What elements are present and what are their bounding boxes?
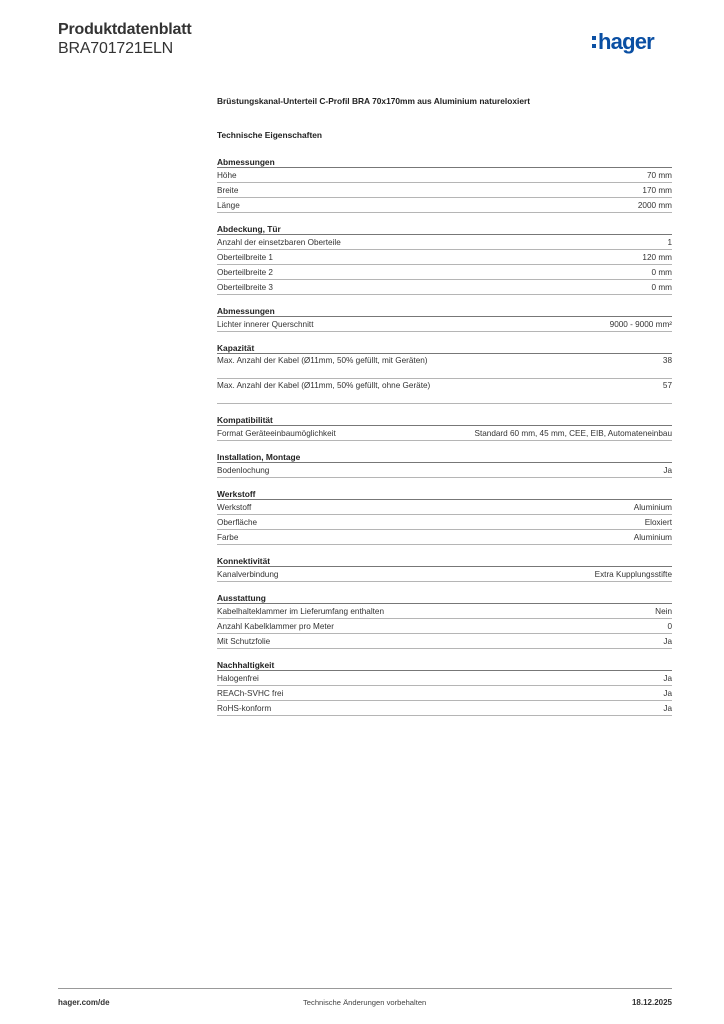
property-value: Ja (663, 704, 672, 713)
property-value: 1 (667, 238, 672, 247)
datasheet-content (217, 96, 672, 726)
property-label: Kabelhalteklammer im Lieferumfang enthalten (217, 607, 385, 616)
property-section (217, 156, 672, 213)
property-value: Ja (663, 466, 672, 475)
property-row (217, 317, 672, 332)
property-row (217, 354, 672, 379)
property-label: Bodenlochung (217, 466, 270, 475)
property-label: Werkstoff (217, 503, 252, 512)
section-heading: Abmessungen (217, 305, 672, 317)
property-label: Länge (217, 201, 240, 210)
property-label: Oberteilbreite 3 (217, 283, 273, 292)
property-section (217, 342, 672, 404)
property-row (217, 280, 672, 295)
property-value: Ja (663, 674, 672, 683)
logo-dots-icon (592, 36, 596, 48)
property-label: RoHS-konform (217, 704, 272, 713)
property-row (217, 619, 672, 634)
hager-logo (592, 28, 654, 56)
property-row (217, 500, 672, 515)
property-value: 70 mm (646, 171, 672, 180)
section-heading: Installation, Montage (217, 451, 672, 463)
property-value: 120 mm (642, 253, 672, 262)
property-row (217, 168, 672, 183)
property-label: Breite (217, 186, 239, 195)
property-value: Eloxiert (644, 518, 672, 527)
property-row (217, 515, 672, 530)
property-row (217, 701, 672, 716)
property-section (217, 451, 672, 478)
property-value: 0 (667, 622, 672, 631)
property-row (217, 250, 672, 265)
property-label: Anzahl der einsetzbaren Oberteile (217, 238, 341, 247)
property-row (217, 567, 672, 582)
footer-notice: Technische Änderungen vorbehalten (303, 998, 427, 1007)
property-row (217, 235, 672, 250)
property-sections (217, 156, 672, 716)
property-row (217, 183, 672, 198)
property-label: Kanalverbindung (217, 570, 279, 579)
property-section (217, 659, 672, 716)
property-value: 170 mm (642, 186, 672, 195)
logo-text: hager (598, 29, 654, 54)
property-value: 2000 mm (637, 201, 672, 210)
property-section (217, 414, 672, 441)
property-section (217, 592, 672, 649)
property-value: Nein (655, 607, 672, 616)
property-label: Mit Schutzfolie (217, 637, 271, 646)
footer-date: 18.12.2025 (631, 998, 672, 1007)
property-value: Standard 60 mm, 45 mm, CEE, EIB, Automateneinbau (474, 429, 672, 438)
property-row (217, 198, 672, 213)
section-heading: Werkstoff (217, 488, 672, 500)
property-value: Extra Kupplungsstifte (594, 570, 672, 579)
property-value: Ja (663, 637, 672, 646)
property-row (217, 265, 672, 280)
section-heading: Kapazität (217, 342, 672, 354)
property-value: Ja (663, 689, 672, 698)
property-value: Aluminium (633, 503, 672, 512)
property-row (217, 686, 672, 701)
property-label: Oberfläche (217, 518, 258, 527)
property-label: Max. Anzahl der Kabel (Ø11mm, 50% gefüllt, mit Geräten) (217, 356, 428, 365)
section-heading: Abdeckung, Tür (217, 223, 672, 235)
property-value: 38 (662, 356, 672, 365)
property-row (217, 379, 672, 404)
property-row (217, 634, 672, 649)
property-row (217, 463, 672, 478)
property-label: Oberteilbreite 1 (217, 253, 273, 262)
property-label: Anzahl Kabelklammer pro Meter (217, 622, 334, 631)
property-label: Max. Anzahl der Kabel (Ø11mm, 50% gefüllt, ohne Geräte) (217, 381, 431, 390)
section-heading: Konnektivität (217, 555, 672, 567)
property-section (217, 223, 672, 295)
property-label: Höhe (217, 171, 237, 180)
article-number: BRA701721ELN (58, 40, 174, 57)
property-row (217, 671, 672, 686)
technical-properties-heading: Technische Eigenschaften (217, 130, 323, 140)
property-label: Halogenfrei (217, 674, 259, 683)
property-value: Aluminium (633, 533, 672, 542)
footer-divider (58, 988, 672, 989)
section-heading: Nachhaltigkeit (217, 659, 672, 671)
property-label: REACh-SVHC frei (217, 689, 284, 698)
property-value: 0 mm (651, 268, 672, 277)
property-row (217, 426, 672, 441)
property-row (217, 530, 672, 545)
section-heading: Kompatibilität (217, 414, 672, 426)
product-description: Brüstungskanal-Unterteil C-Profil BRA 70x170mm aus Aluminium natureloxiert (217, 96, 531, 106)
property-label: Format Geräteeinbaumöglichkeit (217, 429, 336, 438)
property-label: Oberteilbreite 2 (217, 268, 273, 277)
property-value: 9000 - 9000 mm² (609, 320, 672, 329)
property-section (217, 488, 672, 545)
property-row (217, 604, 672, 619)
property-label: Lichter innerer Querschnitt (217, 320, 314, 329)
property-label: Farbe (217, 533, 239, 542)
property-value: 0 mm (651, 283, 672, 292)
document-title: Produktdatenblatt (58, 21, 192, 38)
section-heading: Abmessungen (217, 156, 672, 168)
section-heading: Ausstattung (217, 592, 672, 604)
footer-website: hager.com/de (58, 998, 110, 1007)
property-value: 57 (662, 381, 672, 390)
property-section (217, 305, 672, 332)
property-section (217, 555, 672, 582)
